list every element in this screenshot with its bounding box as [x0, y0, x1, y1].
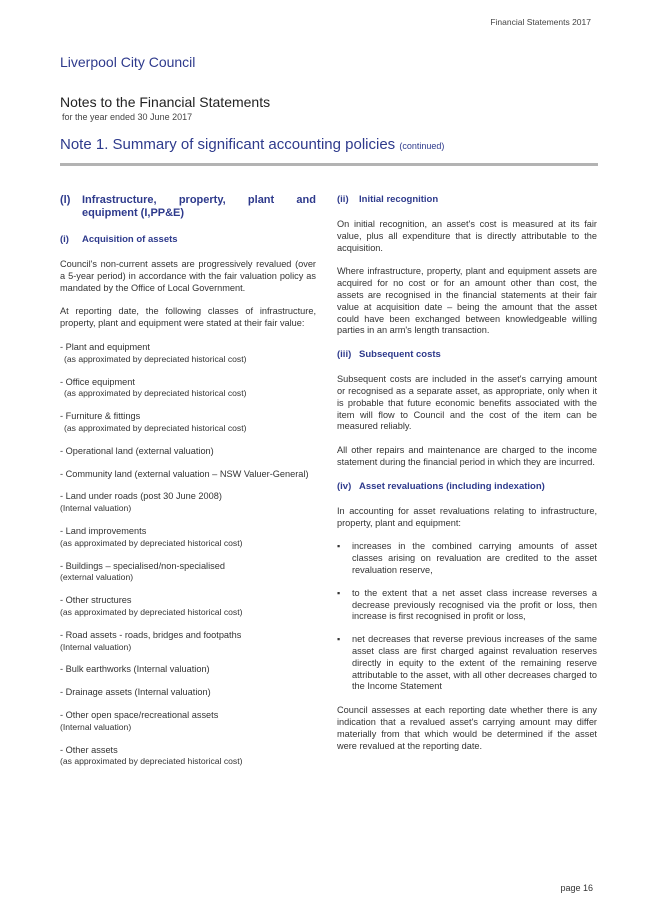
asset-class-item [60, 561, 316, 585]
running-header: Financial Statements 2017 [490, 17, 591, 27]
asset-class-item [60, 342, 316, 366]
subsection-title: Subsequent costs [359, 349, 441, 361]
subsection-initial-recognition [337, 194, 597, 206]
paragraph: At reporting date, the following classes of infrastructure, property, plant and equipment were stated at their fair value: [60, 306, 316, 329]
page-number: page 16 [560, 883, 593, 893]
section-title-line2: equipment (I,PP&E) [82, 207, 185, 219]
paragraph: Council's non-current assets are progressively revalued (over a 5-year period) in accordance with the fair valuation policy as mandated by the Office of Local Government. [60, 259, 316, 293]
subsection-number: (iv) [337, 480, 352, 492]
note-title-text: Note 1. Summary of significant accounting policies [60, 136, 396, 153]
asset-class-item [60, 710, 316, 734]
paragraph: All other repairs and maintenance are charged to the income statement during the financial period in which they are incurred. [337, 445, 597, 467]
note-title [60, 136, 444, 153]
revaluation-bullet-list [337, 541, 597, 693]
note-continued-label: (continued) [399, 141, 445, 151]
asset-class-name: - Bulk earthworks (Internal valuation) [60, 664, 210, 675]
asset-class-valuation-basis: (Internal valuation) [60, 503, 132, 514]
asset-class-item [60, 469, 316, 481]
asset-class-item [60, 664, 316, 676]
asset-class-valuation-basis: (as approximated by depreciated historical cost) [64, 353, 247, 364]
section-heading [60, 194, 316, 207]
bullet-item: ▪ net decreases that reverse previous increases of the same asset class are first charged against revaluation reserves directly in equity to the extent of the remaining reserve attributable to the asset, with all other decreases charged to the Income Statement [337, 634, 597, 693]
asset-class-item [60, 687, 316, 699]
right-column [337, 194, 597, 764]
left-column [60, 194, 316, 779]
asset-class-item [60, 526, 316, 550]
asset-class-valuation-basis: (external valuation) [60, 572, 134, 583]
asset-class-valuation-basis: (as approximated by depreciated historical cost) [60, 756, 243, 767]
asset-class-name: - Furniture & fittings [60, 411, 141, 422]
asset-class-valuation-basis: (Internal valuation) [60, 721, 132, 732]
subsection-number: (iii) [337, 349, 352, 361]
bullet-item: ▪ increases in the combined carrying amounts of asset classes arising on revaluation are credited to the asset revaluation reserve, [337, 541, 597, 576]
asset-class-list [60, 342, 316, 768]
subsection-asset-revaluations [337, 481, 597, 493]
document-title: Notes to the Financial Statements [60, 94, 271, 110]
subsection-number: (ii) [337, 194, 349, 205]
asset-class-name: - Buildings – specialised/non-specialised [60, 560, 225, 571]
document-subtitle: for the year ended 30 June 2017 [62, 112, 193, 122]
paragraph: Council assesses at each reporting date whether there is any indication that a revalued asset's carrying amount may differ materially from that which would be determined if the asset were revalued at the reporting date. [337, 705, 597, 751]
asset-class-item [60, 411, 316, 435]
asset-class-name: - Plant and equipment [60, 341, 150, 352]
asset-class-valuation-basis: (as approximated by depreciated historical cost) [64, 388, 247, 399]
section-title-line1: Infrastructure, property, plant and [82, 194, 316, 206]
organisation-name: Liverpool City Council [60, 54, 196, 70]
asset-class-name: - Land under roads (post 30 June 2008) [60, 491, 222, 502]
asset-class-item [60, 491, 316, 515]
asset-class-valuation-basis: (as approximated by depreciated historical cost) [60, 606, 243, 617]
asset-class-name: - Operational land (external valuation) [60, 445, 214, 456]
asset-class-item [60, 595, 316, 619]
paragraph: Subsequent costs are included in the asset's carrying amount or recognised as a separate asset, as appropriate, only when it is probable that future economic benefits associated with the item will flow to Council and the cost of the item can be measured reliably. [337, 374, 597, 432]
asset-class-name: - Community land (external valuation – NSW Valuer-General) [60, 468, 309, 479]
paragraph: Where infrastructure, property, plant and equipment assets are acquired for no cost or for an amount other than cost, the assets are recognised in the financial statements at their fair value at acquisition date – being the amount that the asset could have been exchanged between knowledgeable willing parties in an arm's length transaction. [337, 266, 597, 336]
asset-class-name: - Road assets - roads, bridges and footpaths [60, 629, 242, 640]
asset-class-name: - Other open space/recreational assets [60, 709, 219, 720]
subsection-title: Initial recognition [359, 194, 439, 205]
paragraph: On initial recognition, an asset's cost is measured at its fair value, plus all expenditure that is directly attributable to the acquisition. [337, 219, 597, 253]
asset-class-valuation-basis: (Internal valuation) [60, 641, 132, 652]
section-heading-cont [60, 207, 316, 220]
subsection-subsequent-costs [337, 349, 597, 361]
bullet-item: ▪ to the extent that a net asset class increase reverses a decrease previously recognised via the profit or loss, then increase is first recognised in profit or loss, [337, 588, 597, 623]
paragraph: In accounting for asset revaluations relating to infrastructure, property, plant and equipment: [337, 505, 597, 528]
asset-class-name: - Other structures [60, 595, 132, 606]
asset-class-name: - Other assets [60, 744, 118, 755]
asset-class-valuation-basis: (as approximated by depreciated historical cost) [64, 422, 247, 433]
section-number: (l) [60, 194, 71, 206]
subsection-title: Asset revaluations (including indexation) [359, 480, 545, 492]
subsection-number: (i) [60, 234, 69, 245]
section-number-spacer [60, 207, 82, 220]
asset-class-name: - Drainage assets (Internal valuation) [60, 687, 211, 698]
asset-class-item [60, 745, 316, 769]
header-divider [60, 163, 598, 166]
asset-class-name: - Land improvements [60, 525, 147, 536]
subsection-title: Acquisition of assets [82, 234, 178, 245]
asset-class-item [60, 446, 316, 458]
asset-class-name: - Office equipment [60, 376, 135, 387]
asset-class-item [60, 630, 316, 654]
asset-class-item [60, 377, 316, 401]
subsection-acquisition [60, 234, 316, 246]
asset-class-valuation-basis: (as approximated by depreciated historical cost) [60, 537, 243, 548]
